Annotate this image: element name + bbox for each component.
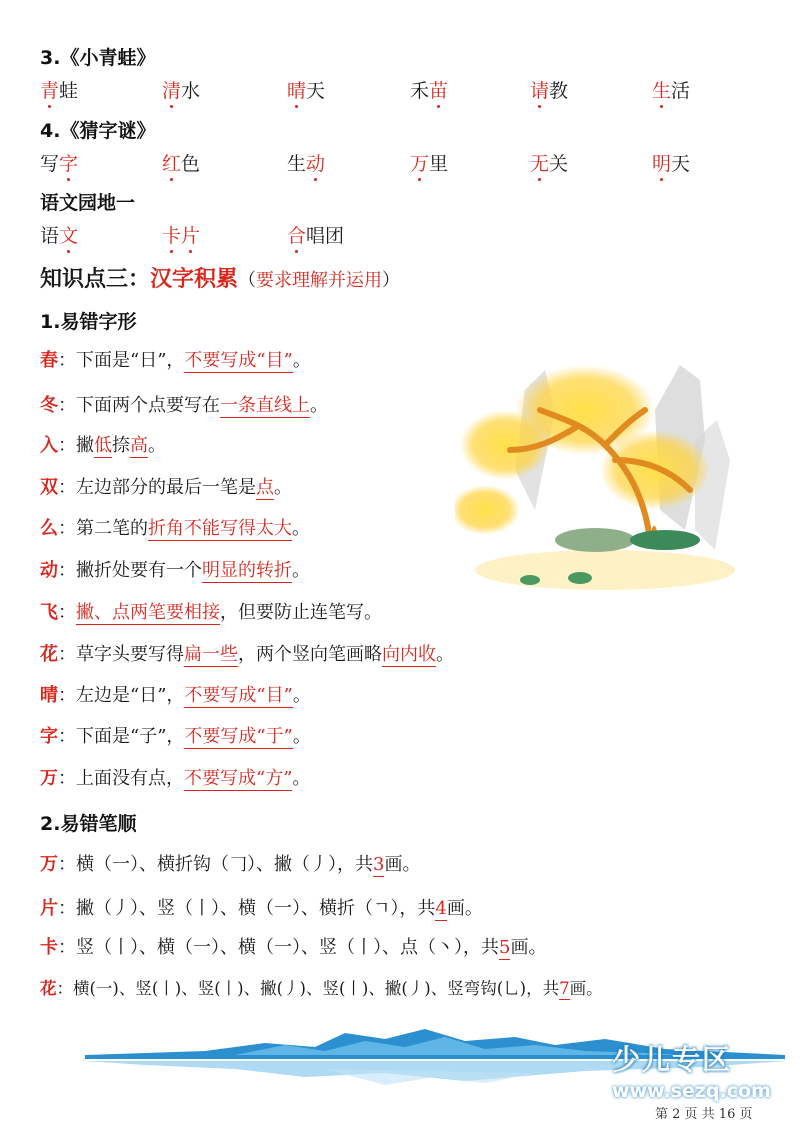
section-title: 汉字积累 — [150, 267, 239, 292]
word-item: 晴天 — [287, 80, 326, 102]
lesson-4-title: 4.《猜字谜》 — [40, 120, 156, 142]
lesson-3-word-row — [40, 76, 760, 106]
order-item: 卡：竖（丨）、横（一）、横（一）、竖（丨）、点（丶），共5画。 — [40, 937, 547, 958]
shape-item: 字：下面是“子”，不要写成“于”。 — [40, 726, 311, 747]
word-item: 合唱团 — [287, 225, 345, 247]
shape-item: 晴：左边是“日”，不要写成“目”。 — [40, 685, 311, 706]
section-3-heading — [40, 262, 400, 293]
shape-item: 万：上面没有点，不要写成“方”。 — [40, 768, 311, 789]
word-item: 语文 — [40, 225, 79, 247]
shape-item: 动：撇折处要有一个明显的转折。 — [40, 560, 310, 581]
word-item: 无关 — [530, 153, 569, 175]
site-url: www.sezq.com — [612, 1080, 771, 1102]
paren-left: （ — [238, 270, 257, 291]
lesson-3-title: 3.《小青蛙》 — [40, 47, 156, 69]
word-item: 生动 — [287, 153, 326, 175]
word-item: 红色 — [162, 153, 201, 175]
order-item: 花：横(一)、竖(丨)、竖(丨)、撇(丿)、竖(丨)、撇(丿)、竖弯钩(乚)，共7画。 — [40, 979, 603, 998]
shape-item: 冬：下面两个点要写在一条直线上。 — [40, 395, 328, 416]
shape-title: 1.易错字形 — [40, 311, 137, 333]
word-item: 生活 — [652, 80, 691, 102]
garden-word-row — [40, 221, 760, 251]
shape-item: 花：草字头要写得扁一些，两个竖向笔画略向内收。 — [40, 644, 454, 665]
order-item: 片：撇（丿）、竖（丨）、横（一）、横折（ㄱ），共4画。 — [40, 898, 483, 919]
lesson-4-word-row — [40, 149, 760, 179]
word-item: 禾苗 — [410, 80, 449, 102]
brand-logo: 少儿专区 — [612, 1043, 733, 1076]
word-item: 卡片 — [162, 225, 201, 247]
shape-item: 飞：撇、点两笔要相接，但要防止连笔写。 — [40, 602, 382, 623]
order-title: 2.易错笔顺 — [40, 813, 137, 835]
shape-item: 春：下面是“日”，不要写成“目”。 — [40, 350, 311, 371]
section-note: 要求理解并运用 — [256, 270, 383, 291]
page-number: 第 2 页 共 16 页 — [655, 1107, 753, 1122]
word-item: 请教 — [530, 80, 569, 102]
shape-item: 双：左边部分的最后一笔是点。 — [40, 477, 292, 498]
word-item: 万里 — [410, 153, 449, 175]
word-item: 明天 — [652, 153, 691, 175]
paren-right: ） — [382, 270, 401, 291]
word-item: 写字 — [40, 153, 79, 175]
tree-illustration — [455, 350, 745, 590]
garden-title: 语文园地一 — [40, 192, 136, 214]
word-item: 清水 — [162, 80, 201, 102]
word-item: 青蛙 — [40, 80, 79, 102]
shape-item: 么：第二笔的折角不能写得太大。 — [40, 518, 310, 539]
shape-item: 入：撇低捺高。 — [40, 435, 166, 456]
order-item: 万：横（一）、横折钩（𠃌）、撇（丿），共3画。 — [40, 854, 421, 875]
section-prefix: 知识点三： — [40, 267, 151, 292]
